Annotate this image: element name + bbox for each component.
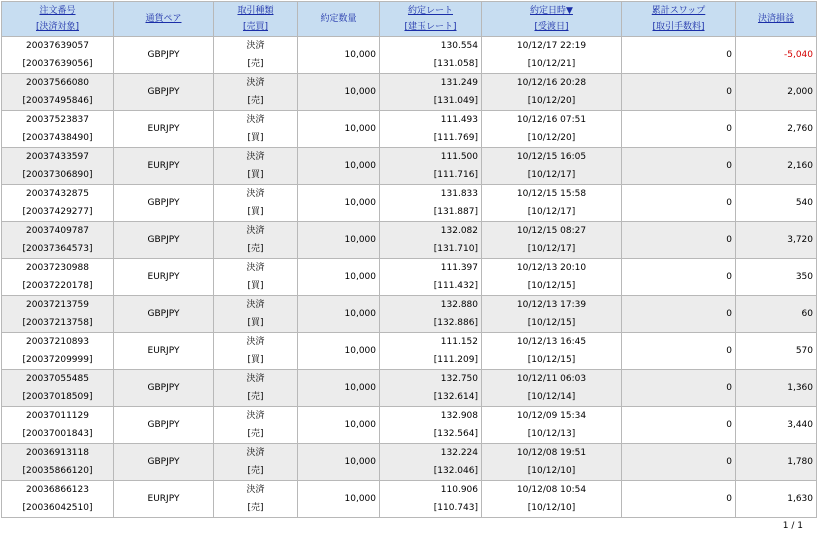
pnl-cell — [736, 74, 817, 111]
delivery-date: [10/12/15] — [527, 318, 576, 328]
settle-target-number: [20036042510] — [22, 503, 93, 513]
open-rate: [111.432] — [433, 281, 478, 291]
execution-datetime: 10/12/09 15:34 — [516, 411, 587, 421]
qty-cell — [298, 185, 380, 222]
swap-value: 0 — [726, 346, 732, 356]
pnl-value: 60 — [801, 309, 813, 319]
swap-value: 0 — [726, 309, 732, 319]
pair-cell — [114, 370, 214, 407]
delivery-date: [10/12/17] — [527, 207, 576, 217]
pnl-value: 2,760 — [787, 124, 813, 134]
col-order-no — [2, 2, 114, 37]
order-cell — [2, 37, 114, 74]
delivery-date: [10/12/17] — [527, 244, 576, 254]
quantity: 10,000 — [344, 494, 376, 504]
trade-type-cell — [214, 74, 298, 111]
currency-pair: GBPJPY — [147, 87, 180, 97]
pnl-value: 1,630 — [787, 494, 813, 504]
trade-type-cell — [214, 148, 298, 185]
rate-cell — [380, 222, 482, 259]
open-rate: [110.743] — [433, 503, 478, 513]
order-number: 20036866123 — [26, 485, 89, 495]
pnl-cell — [736, 111, 817, 148]
order-cell — [2, 370, 114, 407]
quantity: 10,000 — [344, 87, 376, 97]
sort-swap-link[interactable]: 累計スワップ — [651, 6, 706, 16]
trade-type: 決済 — [246, 263, 265, 273]
rate-cell — [380, 407, 482, 444]
open-rate: [131.058] — [433, 59, 478, 69]
qty-cell — [298, 481, 380, 518]
settle-target-number: [20037001843] — [22, 429, 93, 439]
pnl-cell — [736, 37, 817, 74]
delivery-date: [10/12/15] — [527, 355, 576, 365]
delivery-date: [10/12/21] — [527, 59, 576, 69]
pnl-cell — [736, 259, 817, 296]
execution-datetime: 10/12/16 07:51 — [516, 115, 587, 125]
pnl-cell — [736, 370, 817, 407]
pnl-cell — [736, 444, 817, 481]
buy-sell-side: [売] — [247, 503, 264, 513]
quantity: 10,000 — [344, 457, 376, 467]
trade-type: 決済 — [246, 226, 265, 236]
swap-cell — [622, 259, 736, 296]
trade-type-cell — [214, 444, 298, 481]
table-row — [2, 37, 817, 74]
buy-sell-side: [買] — [247, 355, 264, 365]
qty-cell — [298, 148, 380, 185]
table-row — [2, 444, 817, 481]
table-row — [2, 296, 817, 333]
pnl-value: 350 — [795, 272, 813, 282]
order-cell — [2, 259, 114, 296]
sort-pair-link[interactable]: 通貨ペア — [145, 14, 182, 24]
execution-rate: 111.500 — [440, 152, 478, 162]
execution-rate: 132.224 — [440, 448, 478, 458]
rate-cell — [380, 481, 482, 518]
datetime-cell — [482, 444, 622, 481]
execution-datetime: 10/12/15 15:58 — [516, 189, 587, 199]
qty-cell — [298, 37, 380, 74]
execution-datetime: 10/12/15 16:05 — [516, 152, 587, 162]
sort-open-rate-link[interactable]: [建玉レート] — [404, 22, 457, 32]
rate-cell — [380, 296, 482, 333]
open-rate: [131.049] — [433, 96, 478, 106]
rate-cell — [380, 259, 482, 296]
open-rate: [131.887] — [433, 207, 478, 217]
quantity: 10,000 — [344, 161, 376, 171]
pnl-cell — [736, 185, 817, 222]
currency-pair: EURJPY — [147, 272, 180, 282]
settle-target-number: [20037438490] — [22, 133, 93, 143]
col-trade-type — [214, 2, 298, 37]
settle-target-number: [20037429277] — [22, 207, 93, 217]
quantity: 10,000 — [344, 50, 376, 60]
delivery-date: [10/12/14] — [527, 392, 576, 402]
trade-type: 決済 — [246, 374, 265, 384]
pair-cell — [114, 296, 214, 333]
order-cell — [2, 148, 114, 185]
trade-type-cell — [214, 185, 298, 222]
trade-type-cell — [214, 259, 298, 296]
settle-target-number: [20037495846] — [22, 96, 93, 106]
table-row — [2, 481, 817, 518]
quantity: 10,000 — [344, 124, 376, 134]
open-rate: [111.769] — [433, 133, 478, 143]
execution-rate: 132.880 — [440, 300, 478, 310]
pnl-value: 1,360 — [787, 383, 813, 393]
trade-type-cell — [214, 370, 298, 407]
rate-cell — [380, 74, 482, 111]
execution-rate: 131.249 — [440, 78, 478, 88]
qty-cell — [298, 444, 380, 481]
open-rate: [132.614] — [433, 392, 478, 402]
table-row — [2, 111, 817, 148]
delivery-date: [10/12/17] — [527, 170, 576, 180]
open-rate: [132.046] — [433, 466, 478, 476]
order-cell — [2, 407, 114, 444]
settle-target-number: [20037018509] — [22, 392, 93, 402]
quantity: 10,000 — [344, 383, 376, 393]
pnl-value: 570 — [795, 346, 813, 356]
qty-cell — [298, 111, 380, 148]
pair-cell — [114, 407, 214, 444]
open-rate: [132.564] — [433, 429, 478, 439]
swap-cell — [622, 185, 736, 222]
currency-pair: EURJPY — [147, 124, 180, 134]
pair-cell — [114, 259, 214, 296]
execution-rate: 132.908 — [440, 411, 478, 421]
qty-cell — [298, 333, 380, 370]
trade-history-table — [1, 1, 817, 518]
buy-sell-side: [買] — [247, 318, 264, 328]
order-number: 20037011129 — [26, 411, 89, 421]
currency-pair: GBPJPY — [147, 309, 180, 319]
order-cell — [2, 222, 114, 259]
col-rate — [380, 2, 482, 37]
buy-sell-side: [買] — [247, 133, 264, 143]
delivery-date: [10/12/13] — [527, 429, 576, 439]
execution-rate: 111.397 — [440, 263, 478, 273]
table-header-row — [2, 2, 817, 37]
order-number: 20036913118 — [26, 448, 89, 458]
pair-cell — [114, 222, 214, 259]
datetime-cell — [482, 111, 622, 148]
table-row — [2, 333, 817, 370]
trade-type-cell — [214, 296, 298, 333]
currency-pair: GBPJPY — [147, 383, 180, 393]
datetime-cell — [482, 148, 622, 185]
execution-datetime: 10/12/08 10:54 — [516, 485, 587, 495]
currency-pair: GBPJPY — [147, 457, 180, 467]
swap-cell — [622, 111, 736, 148]
delivery-date: [10/12/20] — [527, 133, 576, 143]
swap-value: 0 — [726, 87, 732, 97]
order-cell — [2, 111, 114, 148]
pnl-cell — [736, 222, 817, 259]
quantity: 10,000 — [344, 420, 376, 430]
trade-type: 決済 — [246, 41, 265, 51]
buy-sell-side: [買] — [247, 207, 264, 217]
execution-datetime: 10/12/13 16:45 — [516, 337, 587, 347]
order-number: 20037230988 — [26, 263, 89, 273]
pnl-cell — [736, 148, 817, 185]
datetime-cell — [482, 333, 622, 370]
col-datetime — [482, 2, 622, 37]
pnl-value: -5,040 — [783, 50, 813, 60]
execution-datetime: 10/12/16 20:28 — [516, 78, 587, 88]
open-rate: [131.710] — [433, 244, 478, 254]
settle-target-number: [20037220178] — [22, 281, 93, 291]
pnl-value: 540 — [795, 198, 813, 208]
swap-value: 0 — [726, 383, 732, 393]
rate-cell — [380, 185, 482, 222]
pair-cell — [114, 185, 214, 222]
buy-sell-side: [買] — [247, 170, 264, 180]
execution-rate: 111.493 — [440, 115, 478, 125]
buy-sell-side: [売] — [247, 429, 264, 439]
trade-type: 決済 — [246, 300, 265, 310]
swap-cell — [622, 481, 736, 518]
table-row — [2, 259, 817, 296]
trade-type-cell — [214, 333, 298, 370]
quantity: 10,000 — [344, 272, 376, 282]
datetime-cell — [482, 259, 622, 296]
pair-cell — [114, 444, 214, 481]
sort-trade-type-link[interactable]: 取引種類 — [237, 6, 274, 16]
rate-cell — [380, 444, 482, 481]
trade-type: 決済 — [246, 189, 265, 199]
trade-type: 決済 — [246, 78, 265, 88]
pair-cell — [114, 111, 214, 148]
swap-cell — [622, 37, 736, 74]
pnl-cell — [736, 296, 817, 333]
rate-cell — [380, 111, 482, 148]
pnl-value: 2,160 — [787, 161, 813, 171]
open-rate: [111.716] — [433, 170, 478, 180]
trade-type-cell — [214, 407, 298, 444]
qty-cell — [298, 259, 380, 296]
swap-value: 0 — [726, 161, 732, 171]
sort-pnl-link[interactable]: 決済損益 — [757, 14, 794, 24]
trade-type-cell — [214, 37, 298, 74]
buy-sell-side: [売] — [247, 244, 264, 254]
order-cell — [2, 333, 114, 370]
currency-pair: GBPJPY — [147, 420, 180, 430]
sort-order-no-link[interactable]: 注文番号 — [39, 6, 76, 16]
table-row — [2, 222, 817, 259]
order-number: 20037639057 — [26, 41, 89, 51]
execution-datetime: 10/12/13 17:39 — [516, 300, 587, 310]
settle-target-number: [20037364573] — [22, 244, 93, 254]
rate-cell — [380, 370, 482, 407]
pair-cell — [114, 148, 214, 185]
qty-cell — [298, 296, 380, 333]
swap-cell — [622, 222, 736, 259]
sort-datetime-link[interactable]: 約定日時▼ — [530, 6, 573, 16]
buy-sell-side: [売] — [247, 96, 264, 106]
settle-target-number: [20037209999] — [22, 355, 93, 365]
swap-value: 0 — [726, 235, 732, 245]
sort-rate-link[interactable]: 約定レート — [407, 6, 453, 16]
swap-value: 0 — [726, 198, 732, 208]
datetime-cell — [482, 370, 622, 407]
quantity: 10,000 — [344, 346, 376, 356]
datetime-cell — [482, 222, 622, 259]
datetime-cell — [482, 37, 622, 74]
pnl-value: 3,720 — [787, 235, 813, 245]
trade-type: 決済 — [246, 337, 265, 347]
currency-pair: GBPJPY — [147, 198, 180, 208]
table-row — [2, 148, 817, 185]
order-number: 20037566080 — [26, 78, 89, 88]
pair-cell — [114, 333, 214, 370]
rate-cell — [380, 37, 482, 74]
order-cell — [2, 185, 114, 222]
currency-pair: EURJPY — [147, 494, 180, 504]
buy-sell-side: [買] — [247, 281, 264, 291]
pnl-value: 2,000 — [787, 87, 813, 97]
buy-sell-side: [売] — [247, 59, 264, 69]
datetime-cell — [482, 407, 622, 444]
execution-rate: 110.906 — [440, 485, 478, 495]
trade-type-cell — [214, 111, 298, 148]
pnl-value: 3,440 — [787, 420, 813, 430]
sort-settle-target-link[interactable]: [決済対象] — [35, 22, 80, 32]
execution-datetime: 10/12/11 06:03 — [516, 374, 587, 384]
trade-type-cell — [214, 222, 298, 259]
swap-cell — [622, 370, 736, 407]
pagination-indicator: 1 / 1 — [782, 521, 803, 531]
order-cell — [2, 74, 114, 111]
pair-cell — [114, 37, 214, 74]
trade-type: 決済 — [246, 411, 265, 421]
swap-value: 0 — [726, 272, 732, 282]
order-number: 20037213759 — [26, 300, 89, 310]
table-row — [2, 407, 817, 444]
pair-cell — [114, 74, 214, 111]
order-number: 20037055485 — [26, 374, 89, 384]
table-row — [2, 185, 817, 222]
pair-cell — [114, 481, 214, 518]
col-pnl — [736, 2, 817, 37]
datetime-cell — [482, 74, 622, 111]
execution-rate: 132.082 — [440, 226, 478, 236]
table-row — [2, 370, 817, 407]
order-number: 20037432875 — [26, 189, 89, 199]
swap-value: 0 — [726, 50, 732, 60]
execution-rate: 130.554 — [440, 41, 478, 51]
buy-sell-side: [売] — [247, 466, 264, 476]
execution-rate: 132.750 — [440, 374, 478, 384]
settle-target-number: [20037306890] — [22, 170, 93, 180]
open-rate: [132.886] — [433, 318, 478, 328]
settle-target-number: [20035866120] — [22, 466, 93, 476]
qty-cell — [298, 222, 380, 259]
delivery-date: [10/12/20] — [527, 96, 576, 106]
quantity: 10,000 — [344, 235, 376, 245]
order-number: 20037409787 — [26, 226, 89, 236]
table-body — [2, 37, 817, 518]
qty-cell — [298, 74, 380, 111]
delivery-date: [10/12/15] — [527, 281, 576, 291]
settle-target-number: [20037639056] — [22, 59, 93, 69]
trade-type: 決済 — [246, 152, 265, 162]
trade-type: 決済 — [246, 485, 265, 495]
datetime-cell — [482, 296, 622, 333]
pnl-cell — [736, 407, 817, 444]
order-cell — [2, 444, 114, 481]
datetime-cell — [482, 185, 622, 222]
swap-value: 0 — [726, 124, 732, 134]
qty-cell — [298, 407, 380, 444]
datetime-cell — [482, 481, 622, 518]
swap-value: 0 — [726, 457, 732, 467]
execution-datetime: 10/12/08 19:51 — [516, 448, 587, 458]
qty-cell — [298, 370, 380, 407]
delivery-date: [10/12/10] — [527, 466, 576, 476]
open-rate: [111.209] — [433, 355, 478, 365]
pnl-cell — [736, 481, 817, 518]
sort-fee-link[interactable]: [取引手数料] — [652, 22, 705, 32]
sort-buy-sell-link[interactable]: [売買] — [242, 22, 269, 32]
order-number: 20037433597 — [26, 152, 89, 162]
swap-cell — [622, 296, 736, 333]
order-cell — [2, 481, 114, 518]
pnl-value: 1,780 — [787, 457, 813, 467]
swap-cell — [622, 333, 736, 370]
settle-target-number: [20037213758] — [22, 318, 93, 328]
execution-datetime: 10/12/15 08:27 — [516, 226, 587, 236]
col-qty — [298, 2, 380, 37]
currency-pair: GBPJPY — [147, 50, 180, 60]
swap-cell — [622, 407, 736, 444]
trade-type-cell — [214, 481, 298, 518]
swap-cell — [622, 444, 736, 481]
delivery-date: [10/12/10] — [527, 503, 576, 513]
swap-value: 0 — [726, 494, 732, 504]
order-cell — [2, 296, 114, 333]
swap-value: 0 — [726, 420, 732, 430]
pnl-cell — [736, 333, 817, 370]
quantity: 10,000 — [344, 309, 376, 319]
quantity: 10,000 — [344, 198, 376, 208]
rate-cell — [380, 333, 482, 370]
table-row — [2, 74, 817, 111]
swap-cell — [622, 148, 736, 185]
order-number: 20037523837 — [26, 115, 89, 125]
execution-datetime: 10/12/17 22:19 — [516, 41, 587, 51]
buy-sell-side: [売] — [247, 392, 264, 402]
execution-rate: 111.152 — [440, 337, 478, 347]
currency-pair: EURJPY — [147, 346, 180, 356]
currency-pair: EURJPY — [147, 161, 180, 171]
sort-delivery-link[interactable]: [受渡日] — [534, 22, 569, 32]
trade-type: 決済 — [246, 448, 265, 458]
execution-datetime: 10/12/13 20:10 — [516, 263, 587, 273]
qty-header-label: 約定数量 — [320, 14, 357, 24]
swap-cell — [622, 74, 736, 111]
trade-type: 決済 — [246, 115, 265, 125]
col-pair — [114, 2, 214, 37]
rate-cell — [380, 148, 482, 185]
col-swap — [622, 2, 736, 37]
execution-rate: 131.833 — [440, 189, 478, 199]
currency-pair: GBPJPY — [147, 235, 180, 245]
order-number: 20037210893 — [26, 337, 89, 347]
